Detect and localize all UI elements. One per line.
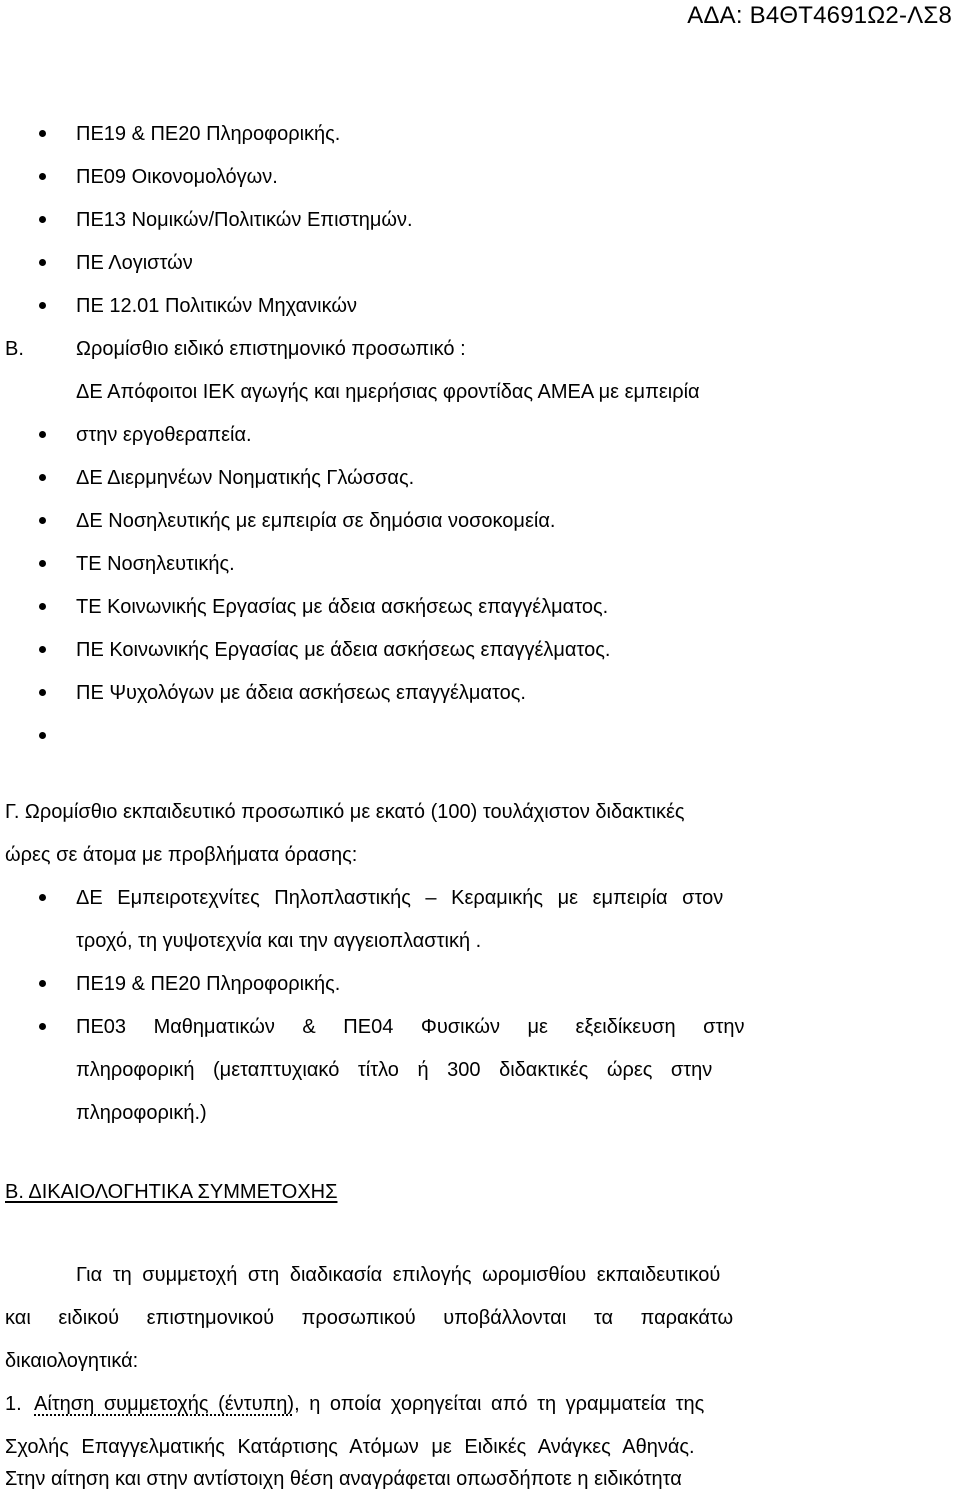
list-item-continuation: πληροφορική (μεταπτυχιακό τίτλο ή 300 διδακτικές ώρες στην — [76, 1059, 713, 1081]
bullet-icon — [39, 302, 46, 309]
bullet-icon — [39, 1023, 46, 1030]
list-item: ΠΕ 12.01 Πολιτικών Μηχανικών — [76, 295, 357, 317]
bullet-icon — [39, 474, 46, 481]
bullet-icon — [39, 894, 46, 901]
list-item: ΔΕ Διερμηνέων Νοηματικής Γλώσσας. — [76, 467, 415, 489]
list-item: ΔΕ Εμπειροτεχνίτες Πηλοπλαστικής – Κεραμικής με εμπειρία στον — [76, 887, 724, 909]
bullet-icon — [39, 431, 46, 438]
list-item: ΠΕ13 Νομικών/Πολιτικών Επιστημών. — [76, 209, 413, 231]
numbered-item-line — [34, 1392, 704, 1416]
list-item: ΠΕ19 & ΠΕ20 Πληροφορικής. — [76, 973, 341, 995]
section-title: Β. ΔΙΚΑΙΟΛΟΓΗΤΙΚΑ ΣΥΜΜΕΤΟΧΗΣ — [5, 1181, 338, 1203]
section-c-intro-continuation: ώρες σε άτομα με προβλήματα όρασης: — [5, 844, 358, 866]
bullet-icon — [39, 130, 46, 137]
list-item: ΠΕ Ψυχολόγων με άδεια ασκήσεως επαγγέλματος. — [76, 682, 526, 704]
list-item: ΠΕ09 Οικονομολόγων. — [76, 166, 278, 188]
bullet-icon — [39, 646, 46, 653]
list-item: ΤΕ Νοσηλευτικής. — [76, 553, 235, 575]
paragraph-line: και ειδικού επιστημονικού προσωπικού υποβάλλονται τα παρακάτω — [5, 1307, 734, 1329]
bullet-icon — [39, 173, 46, 180]
bullet-icon — [39, 517, 46, 524]
list-item-continuation: τροχό, τη γυψοτεχνία και την αγγειοπλαστική . — [76, 930, 482, 952]
numbered-item-continuation: Στην αίτηση και στην αντίστοιχη θέση αναγράφεται οπωσδήποτε η ειδικότητα — [5, 1468, 682, 1490]
section-b-letter: Β. — [5, 338, 24, 360]
list-item: ΔΕ Απόφοιτοι ΙΕΚ αγωγής και ημερήσιας φροντίδας ΑΜΕΑ με εμπειρία — [76, 381, 700, 403]
bullet-icon — [39, 980, 46, 987]
list-item: ΤΕ Κοινωνικής Εργασίας με άδεια ασκήσεως επαγγέλματος. — [76, 596, 609, 618]
paragraph-line: Για τη συμμετοχή στη διαδικασία επιλογής ωρομισθίου εκπαιδευτικού — [76, 1264, 721, 1286]
list-item: ΠΕ Λογιστών — [76, 252, 193, 274]
numbered-item-continuation: Σχολής Επαγγελματικής Κατάρτισης Ατόμων με Ειδικές Ανάγκες Αθηνάς. — [5, 1436, 695, 1458]
section-c-intro: Γ. Ωρομίσθιο εκπαιδευτικό προσωπικό με εκατό (100) τουλάχιστον διδακτικές — [5, 801, 685, 823]
application-form-link[interactable]: Αίτηση συμμετοχής (έντυπη) — [34, 1393, 295, 1415]
list-item: ΠΕ19 & ΠΕ20 Πληροφορικής. — [76, 123, 341, 145]
bullet-icon — [39, 689, 46, 696]
bullet-icon — [39, 259, 46, 266]
list-item: ΠΕ Κοινωνικής Εργασίας με άδεια ασκήσεως επαγγέλματος. — [76, 639, 611, 661]
list-item: ΔΕ Νοσηλευτικής με εμπειρία σε δημόσια νοσοκομεία. — [76, 510, 556, 532]
bullet-icon — [39, 560, 46, 567]
bullet-icon — [39, 216, 46, 223]
list-item: ΠΕ03 Μαθηματικών & ΠΕ04 Φυσικών με εξειδίκευση στην — [76, 1016, 745, 1038]
bullet-icon — [39, 603, 46, 610]
ada-header: ΑΔΑ: Β4ΘΤ4691Ω2-ΛΣ8 — [687, 2, 952, 29]
list-item-continuation: στην εργοθεραπεία. — [76, 424, 252, 446]
paragraph-line: δικαιολογητικά: — [5, 1350, 139, 1372]
numbered-item-number: 1. — [5, 1393, 22, 1415]
section-b-heading: Ωρομίσθιο ειδικό επιστημονικό προσωπικό : — [76, 338, 466, 360]
list-item-continuation: πληροφορική.) — [76, 1102, 207, 1124]
numbered-item-text: , η οποία χορηγείται από τη γραμματεία της — [294, 1393, 705, 1415]
bullet-icon — [39, 732, 46, 739]
